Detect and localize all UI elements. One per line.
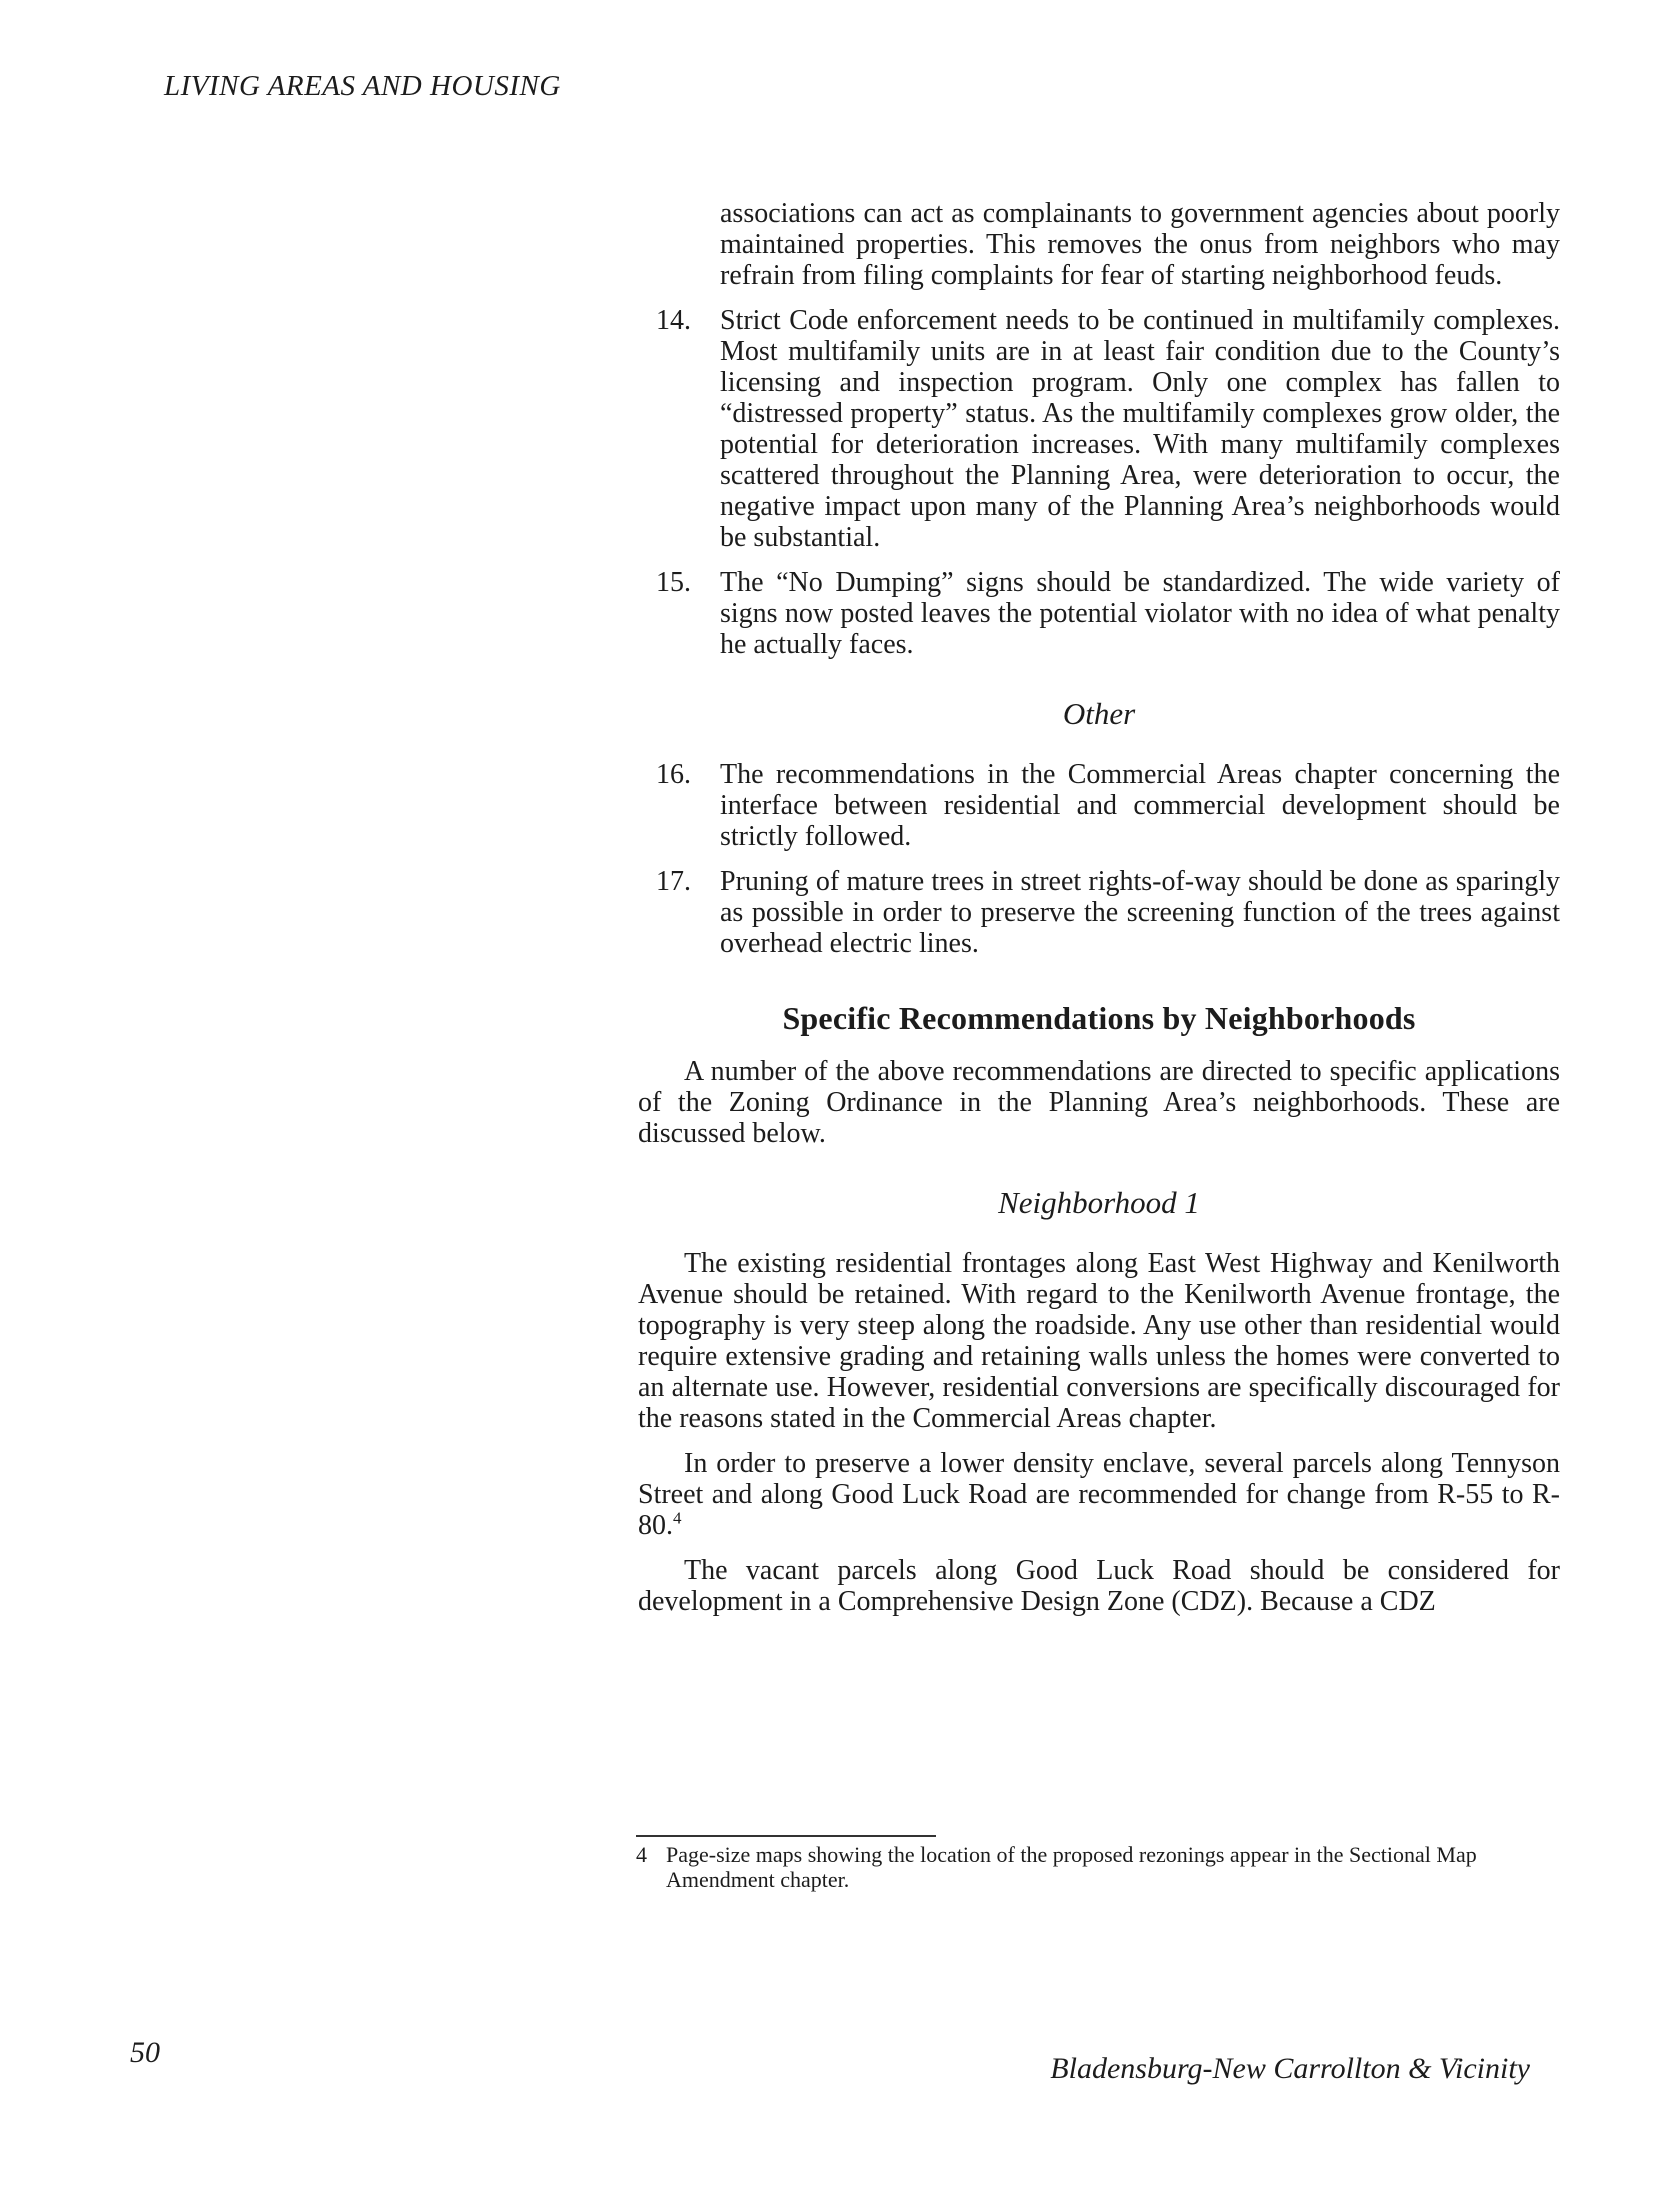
item-number: 15. <box>656 567 691 598</box>
neighborhood-paragraph <box>638 1448 1560 1541</box>
page-number: 50 <box>130 2036 160 2069</box>
item-text: The recommendations in the Commercial Areas chapter concerning the interface between residential and commercial development should be strictly followed. <box>720 759 1560 852</box>
subheading-neighborhood: Neighborhood 1 <box>998 1185 1200 1220</box>
footnote-text: Page-size maps showing the location of the proposed rezonings appear in the Sectional Map Amendment chapter. <box>666 1842 1477 1892</box>
neighborhood-paragraph: The existing residential frontages along East West Highway and Kenilworth Avenue should be retained. With regard to the Kenilworth Avenue frontage, the topography is very steep along the roadside. Any use other than residential would require extensive grading and retaining walls unless the homes were converted to an alternate use. However, residential conversions are specifically discouraged for the reasons stated in the Commercial Areas chapter. <box>638 1248 1560 1434</box>
running-head: LIVING AREAS AND HOUSING <box>164 70 561 102</box>
running-foot: Bladensburg-New Carrollton & Vicinity <box>1050 2052 1530 2085</box>
footnote <box>636 1842 1556 1892</box>
list-item <box>638 305 1560 553</box>
item-number: 16. <box>656 759 691 790</box>
item-text: Strict Code enforcement needs to be continued in multifamily complexes. Most multifamily units are in at least fair condition due to the County’s licensing and inspection program. Only one complex has fallen to “distressed property” status. As the multifamily complexes grow older, the potential for deterioration increases. With many multifamily complexes scattered throughout the Planning Area, were deterioration to occur, the negative impact upon many of the Planning Area’s neighborhoods would be substantial. <box>720 305 1560 553</box>
item-number: 14. <box>656 305 691 336</box>
item-text: The “No Dumping” signs should be standardized. The wide variety of signs now posted leaves the potential violator with no idea of what penalty he actually faces. <box>720 567 1560 660</box>
section-heading: Specific Recommendations by Neighborhoods <box>782 1000 1416 1036</box>
item-text: Pruning of mature trees in street rights-of-way should be done as sparingly as possible in order to preserve the screening function of the trees against overhead electric lines. <box>720 866 1560 959</box>
continued-paragraph: associations can act as complainants to government agencies about poorly maintained properties. This removes the onus from neighbors who may refrain from filing complaints for fear of starting neighborhood feuds. <box>720 198 1560 291</box>
section-intro: A number of the above recommendations are directed to specific applications of the Zoning Ordinance in the Planning Area’s neighborhoods. These are discussed below. <box>638 1056 1560 1149</box>
main-content <box>638 198 1560 1631</box>
footnote-divider <box>636 1835 936 1837</box>
neighborhood-paragraph: The vacant parcels along Good Luck Road should be considered for development in a Comprehensive Design Zone (CDZ). Because a CDZ <box>638 1555 1560 1617</box>
subheading-other: Other <box>1062 696 1136 731</box>
list-item <box>638 567 1560 660</box>
footnote-reference: 4 <box>673 1508 682 1528</box>
neighborhood-paragraph-text: In order to preserve a lower density enclave, several parcels along Tennyson Street and along Good Luck Road are recommended for change from R-55 to R-80. <box>638 1448 1560 1541</box>
footnote-mark: 4 <box>636 1842 647 1867</box>
list-item <box>638 759 1560 852</box>
item-number: 17. <box>656 866 691 897</box>
list-item <box>638 866 1560 959</box>
